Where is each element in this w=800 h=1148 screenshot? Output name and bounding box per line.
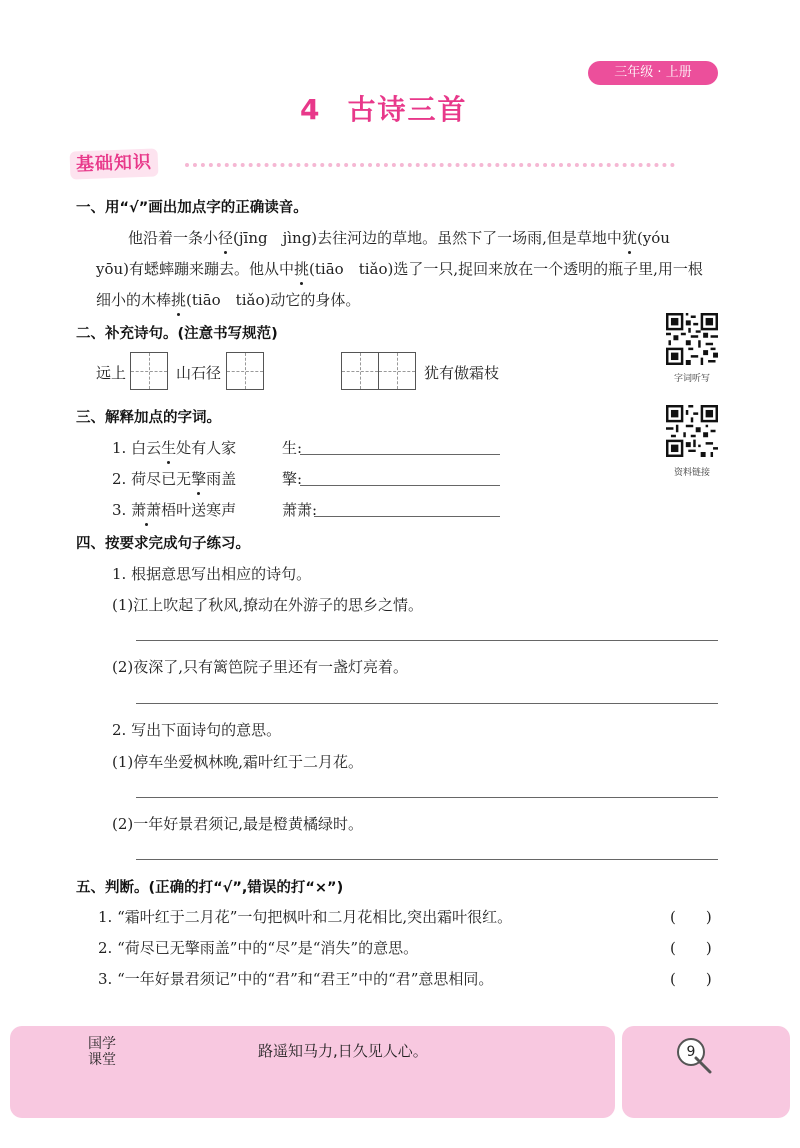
text: (tiāo tiǎo)动它的身体。 <box>186 291 361 309</box>
answer-line[interactable] <box>300 485 500 486</box>
q2-part1: 远上 <box>96 364 127 382</box>
text: 雨盖 <box>206 470 237 488</box>
answer-line[interactable] <box>136 797 718 798</box>
lesson-title-text: 古诗三首 <box>347 93 468 126</box>
q3-heading: 三、解释加点的字词。 <box>76 410 221 426</box>
q3-item <box>112 437 236 458</box>
q2-part3: 犹有傲霜枝 <box>424 364 500 382</box>
q1-heading: 一、用“√”画出加点字的正确读音。 <box>76 200 308 216</box>
q4-sub1: 1. 根据意思写出相应的诗句。 <box>112 565 312 583</box>
grade-badge: 三年级 · 上册 <box>588 61 718 85</box>
q5-item: 1. “霜叶红于二月花”一句把枫叶和二月花相比,突出霜叶很红。 <box>98 908 513 926</box>
q4-sub1a: (1)江上吹起了秋风,撩动在外游子的思乡之情。 <box>112 596 424 614</box>
magnifier-icon <box>694 1056 714 1076</box>
text: (jīng jìng)去往河边的草地。虽然下了一场雨,但是草地中 <box>233 229 622 247</box>
qr-caption: 资料链接 <box>673 468 710 478</box>
q5-item: 3. “一年好景君须记”中的“君”和“君王”中的“君”意思相同。 <box>98 970 494 988</box>
answer-line[interactable] <box>136 640 718 641</box>
qr-code-icon[interactable] <box>666 405 718 457</box>
dotted-char: 萧萧 <box>131 501 162 519</box>
footer-motto: 路遥知马力,日久见人心。 <box>258 1042 428 1060</box>
answer-line[interactable] <box>136 859 718 860</box>
text: yōu)有蟋蟀蹦来蹦去。他从中 <box>96 260 295 278</box>
q4-sub2: 2. 写出下面诗句的意思。 <box>112 721 282 739</box>
text: 1. 白云 <box>112 439 162 457</box>
dotted-char: 犹 <box>621 229 637 247</box>
q2-heading: 二、补充诗句。(注意书写规范) <box>76 326 278 342</box>
page-number: 9 <box>677 1038 705 1066</box>
q3-label: 萧萧: <box>282 501 318 519</box>
answer-paren[interactable]: ( ) <box>670 908 712 926</box>
answer-paren[interactable]: ( ) <box>670 939 712 957</box>
q1-line1 <box>128 227 670 248</box>
text: 细小的木棒 <box>96 291 172 309</box>
footer-label-line: 课堂 <box>88 1052 116 1068</box>
text: 2. 荷尽已无 <box>112 470 192 488</box>
q2-part2: 山石径 <box>176 364 222 382</box>
answer-line[interactable] <box>136 703 718 704</box>
text: (tiāo tiǎo)选了一只,捉回来放在一个透明的瓶子里,用一根 <box>309 260 703 278</box>
q5-item: 2. “荷尽已无擎雨盖”中的“尽”是“消失”的意思。 <box>98 939 419 957</box>
section-badge: 基础知识 <box>70 148 159 179</box>
writing-grid[interactable] <box>226 352 264 390</box>
dotted-char: 径 <box>218 229 234 247</box>
writing-grid[interactable] <box>378 352 416 390</box>
q4-sub1b: (2)夜深了,只有篱笆院子里还有一盏灯亮着。 <box>112 658 409 676</box>
q4-sub2a: (1)停车坐爱枫林晚,霜叶红于二月花。 <box>112 753 364 771</box>
footer-label <box>88 1036 116 1068</box>
text: 他沿着一条小 <box>128 229 219 247</box>
q1-line2 <box>96 258 703 279</box>
answer-line[interactable] <box>314 516 500 517</box>
q3-label: 擎: <box>282 470 303 488</box>
answer-paren[interactable]: ( ) <box>670 970 712 988</box>
lesson-title <box>300 88 520 128</box>
footer-label-line: 国学 <box>88 1036 116 1052</box>
q3-label: 生: <box>282 439 303 457</box>
dotted-divider <box>185 163 675 167</box>
q3-item <box>112 499 236 520</box>
dotted-char: 挑 <box>171 291 187 309</box>
q4-sub2b: (2)一年好景君须记,最是橙黄橘绿时。 <box>112 815 364 833</box>
text: 3. <box>112 501 132 519</box>
dotted-char: 生 <box>161 439 177 457</box>
q3-item <box>112 468 236 489</box>
q1-line3 <box>96 289 360 310</box>
qr-caption: 字词听写 <box>673 374 710 384</box>
q4-heading: 四、按要求完成句子练习。 <box>76 536 250 552</box>
dotted-char: 擎 <box>191 470 207 488</box>
answer-line[interactable] <box>300 454 500 455</box>
lesson-number: 4 <box>300 93 322 126</box>
text: 梧叶送寒声 <box>161 501 237 519</box>
qr-code-icon[interactable] <box>666 313 718 365</box>
dotted-char: 挑 <box>294 260 310 278</box>
text: (yóu <box>636 229 670 247</box>
writing-grid[interactable] <box>130 352 168 390</box>
text: 处有人家 <box>176 439 237 457</box>
writing-grid[interactable] <box>341 352 379 390</box>
q5-heading: 五、判断。(正确的打“√”,错误的打“×”) <box>76 880 344 896</box>
